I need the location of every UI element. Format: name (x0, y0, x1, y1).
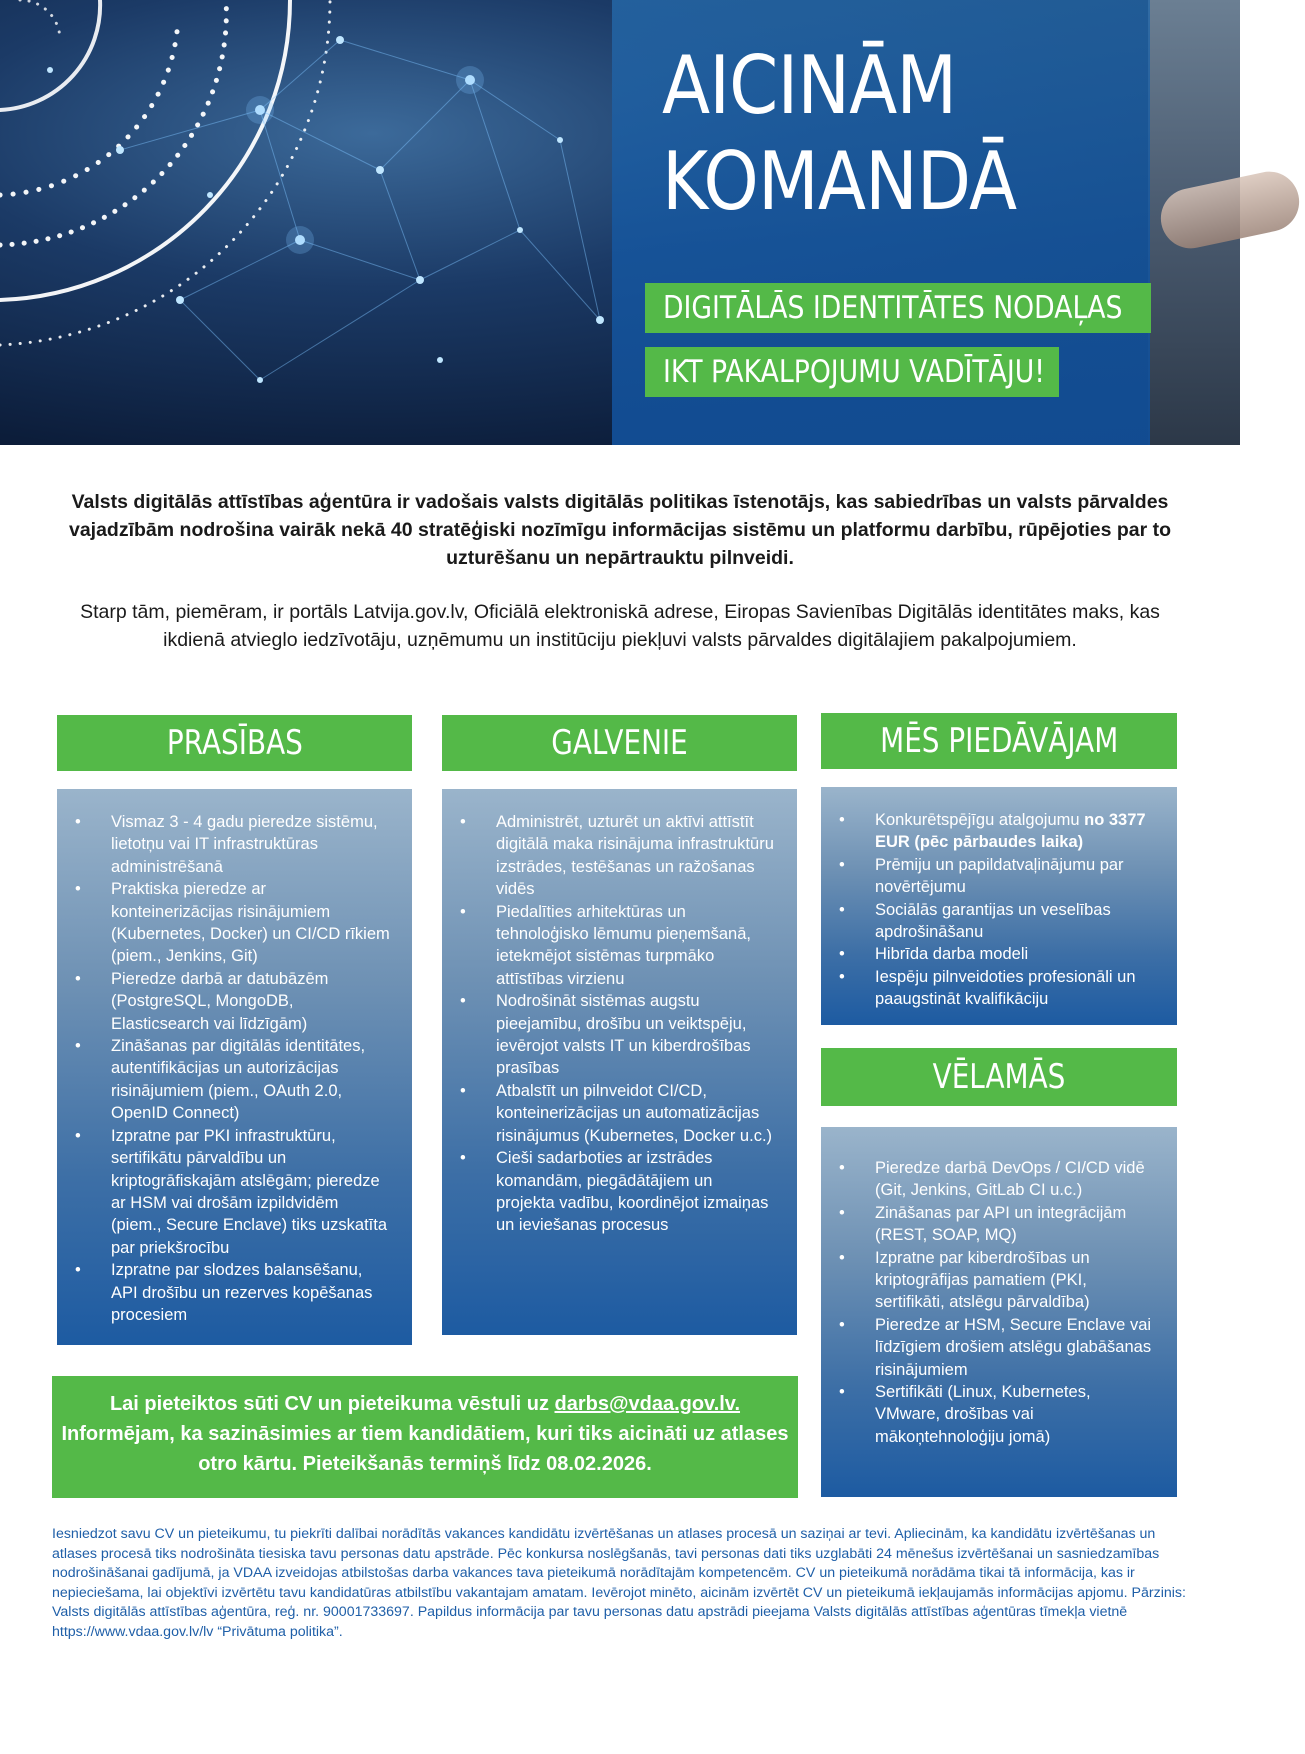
list-item: • Vismaz 3 - 4 gadu pieredze sistēmu, lietotņu vai IT infrastruktūras administrēšanā (111, 811, 390, 878)
list-item: • Pieredze darbā ar datubāzēm (PostgreSQL, MongoDB, Elasticsearch vai līdzīgām) (111, 968, 390, 1035)
list-item: • Izpratne par PKI infrastruktūru, sertifikātu pārvaldību un kriptogrāfiskajām atslēgām; pieredze ar HSM vai drošām izpildvidēm (piem., Secure Enclave) tiks uzskatīta par priekšrocību (111, 1125, 390, 1259)
skills-heading-text: VĒLAMĀS (932, 1057, 1066, 1097)
apply-info: Informējam, ka sazināsimies ar tiem kandidātiem, kuri tiks aicināti uz atlases otro kārtu. Pieteikšanās termiņš līdz 08.02.2026. (61, 1423, 789, 1475)
apply-email-link[interactable]: darbs@vdaa.gov.lv. (554, 1393, 741, 1415)
list-item: • Prēmiju un papildatvaļinājumu par novērtējumu (875, 854, 1155, 899)
apply-box (52, 1376, 798, 1498)
skills-heading (821, 1048, 1177, 1106)
position-tag-line-2-text: IKT PAKALPOJUMU VADĪTĀJU! (663, 354, 1045, 390)
list-item: • Piedalīties arhitektūras un tehnoloģisko lēmumu pieņemšanā, ietekmējot sistēmas turpmāko attīstības virzienu (496, 901, 775, 991)
requirements-box (57, 789, 412, 1345)
apply-prefix: Lai pieteiktos sūti CV un pieteikuma vēstuli uz (109, 1393, 555, 1415)
list-item: • Administrēt, uzturēt un aktīvi attīstīt digitālā maka risinājuma infrastruktūru izstrādes, testēšanas un ražošanas vidēs (496, 811, 775, 901)
list-item: • Atbalstīt un pilnveidot CI/CD, konteinerizācijas un automatizācijas risinājumus (Kubernetes, Docker u.c.) (496, 1080, 775, 1147)
skills-list (821, 1127, 1177, 1448)
list-item: • Praktiska pieredze ar konteinerizācijas risinājumiem (Kubernetes, Docker) un CI/CD rīkiem (piem., Jenkins, Git) (111, 878, 390, 968)
salary-item (875, 809, 1155, 854)
list-item: • Iespēju pilnveidoties profesionāli un paaugstināt kvalifikāciju (875, 966, 1155, 1011)
salary-prefix: Konkurētspējīgu atalgojumu (875, 811, 1085, 829)
list-item: • Zināšanas par digitālās identitātes, autentifikācijas un autorizācijas risinājumiem (piem., OAuth 2.0, OpenID Connect) (111, 1035, 390, 1125)
duties-list (442, 789, 797, 1237)
list-item: • Izpratne par kiberdrošības un kriptogrāfijas pamatiem (PKI, sertifikāti, atslēgu pārvaldība) (875, 1247, 1155, 1314)
duties-heading (442, 715, 797, 771)
list-item: • Zināšanas par API un integrācijām (REST, SOAP, MQ) (875, 1202, 1155, 1247)
position-tag-line-1-text: DIGITĀLĀS IDENTITĀTES NODAĻAS (663, 290, 1123, 326)
skills-box (821, 1127, 1177, 1497)
position-tag-line-1 (645, 283, 1151, 333)
requirements-heading (57, 715, 412, 771)
header-banner (0, 0, 1240, 445)
list-item: • Pieredze ar HSM, Secure Enclave vai līdzīgiem drošiem atslēgu glabāšanas risinājumiem (875, 1314, 1155, 1381)
list-item: • Hibrīda darba modeli (875, 943, 1155, 965)
offer-box (821, 787, 1177, 1025)
requirements-heading-text: PRASĪBAS (166, 723, 303, 763)
offer-heading (821, 713, 1177, 769)
offer-heading-text: MĒS PIEDĀVĀJAM (879, 721, 1119, 761)
title-line-2: KOMANDĀ (662, 135, 1017, 228)
list-item: • Pieredze darbā DevOps / CI/CD vidē (Git, Jenkins, GitLab CI u.c.) (875, 1157, 1155, 1202)
list-item: • Cieši sadarboties ar izstrādes komandām, piegādātājiem un projekta vadību, koordinējot izmaiņas un ieviešanas procesus (496, 1147, 775, 1237)
offer-list (821, 787, 1177, 1011)
salary-amount: no 3377 EUR (pēc pārbaudes laika) (875, 811, 1146, 852)
title-line-1: AICINĀM (662, 39, 957, 132)
duties-box (442, 789, 797, 1335)
duties-heading-text: GALVENIE (551, 723, 688, 763)
position-tag-line-2 (645, 347, 1059, 397)
intro-section (50, 488, 1190, 654)
list-item: • Izpratne par slodzes balansēšanu, API drošību un rezerves kopēšanas procesiem (111, 1259, 390, 1326)
requirements-list (57, 789, 412, 1326)
intro-paragraph: Starp tām, piemēram, ir portāls Latvija.gov.lv, Oficiālā elektroniskā adrese, Eiropas Savienības Digitālās identitātes maks, kas ikdienā atvieglo iedzīvotāju, uzņēmumu un institūciju piekļuvi valsts pārvaldes digitālajiem pakalpojumiem. (80, 601, 1160, 651)
list-item: • Sociālās garantijas un veselības apdrošināšanu (875, 899, 1155, 944)
intro-bold-paragraph: Valsts digitālās attīstības aģentūra ir vadošais valsts digitālās politikas īstenotājs, kas sabiedrības un valsts pārvaldes vajadzībām nodrošina vairāk nekā 40 stratēģiski nozīmīgu informācijas sistēmu un platformu darbību, rūpējoties par to uzturēšanu un nepārtrauktu pilnveidi. (68, 491, 1172, 569)
list-item: • Nodrošināt sistēmas augstu pieejamību, drošību un veiktspēju, ievērojot valsts IT un kiberdrošības prasības (496, 990, 775, 1080)
page-title (662, 38, 1016, 230)
list-item: • Sertifikāti (Linux, Kubernetes, VMware, drošības vai mākoņtehnoloģiju jomā) (875, 1381, 1155, 1448)
privacy-notice: Iesniedzot savu CV un pieteikumu, tu piekrīti dalībai norādītās vakances kandidātu izvērtēšanas un atlases procesā un saziņai ar tevi. Apliecinām, ka kandidātu izvērtēšanas un atlases procesā tiks nodrošināta tiesiska tavu personas datu apstrāde. Pēc konkursa noslēgšanās, tavi personas dati tiks uzglabāti 24 mēnešus izvērtēšanai un sasniedzamības nodrošināšanai gadījumā, ja VDAA izveidojas atbilstošas darba vakances tava pieteikumā norādītajām kompetencēm. CV un pieteikumā norādāma tikai tā informācija, kas ir nepieciešama, lai objektīvi izvērtētu tavu kandidatūras atbilstību vakantajam amatam. Ievērojot minēto, aicinām izvērtēt CV un pieteikumā iekļaujamās informācijas apjomu. Pārzinis: Valsts digitālās attīstības aģentūra, reģ. nr. 90001733697. Papildus informācija par tavu personas datu apstrādi pieejama Valsts digitālās attīstības aģentūras tīmekļa vietnē https://www.vdaa.gov.lv/lv “Privātuma politika”. (52, 1526, 1186, 1640)
